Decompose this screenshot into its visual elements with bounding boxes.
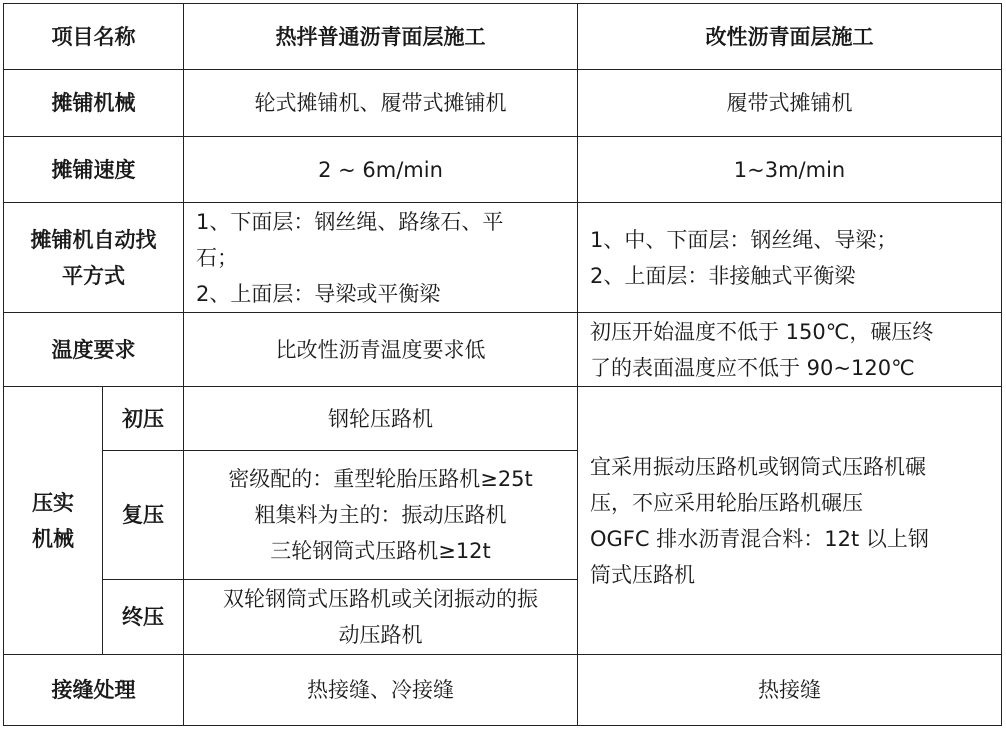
row-label-leveling — [4, 203, 184, 313]
cell-joint-mod: 热接缝 — [578, 655, 1002, 726]
row-label-compaction-line2: 机械 — [32, 526, 74, 551]
table-row-temperature — [4, 313, 1002, 387]
header-item-cell: 项目名称 — [4, 4, 184, 70]
row-label-leveling-line1: 摊铺机自动找 — [30, 227, 157, 252]
row-label-compaction-line1: 压实 — [32, 490, 74, 515]
cell-compaction-mod-line2: 压，不应采用轮胎压路机碾压 — [590, 490, 863, 515]
cell-temperature-mod — [578, 313, 1002, 387]
cell-initial-hot: 钢轮压路机 — [184, 387, 578, 451]
construction-comparison-table — [3, 3, 1002, 726]
sub-label-final: 终压 — [103, 580, 184, 655]
cell-temperature-mod-line2: 了的表面温度应不低于 90~120℃ — [590, 355, 915, 380]
cell-leveling-mod-line2: 2、上面层：非接触式平衡梁 — [590, 263, 856, 288]
cell-recompaction-hot-line2: 粗集料为主的：振动压路机 — [254, 503, 507, 527]
cell-compaction-mod — [578, 387, 1002, 655]
cell-recompaction-hot-line3: 三轮钢筒式压路机≥12t — [270, 539, 491, 563]
row-label-joint: 接缝处理 — [4, 655, 184, 726]
cell-joint-hot: 热接缝、冷接缝 — [184, 655, 578, 726]
table-row-joint — [4, 655, 1002, 726]
table-row-paver — [4, 70, 1002, 137]
cell-paver-hot: 轮式摊铺机、履带式摊铺机 — [184, 70, 578, 137]
cell-leveling-mod-line1: 1、中、下面层：钢丝绳、导梁； — [590, 227, 898, 252]
sub-label-recompaction: 复压 — [103, 451, 184, 580]
header-modified-cell: 改性沥青面层施工 — [578, 4, 1002, 70]
cell-final-hot-line1: 双轮钢筒式压路机或关闭振动的振 — [223, 587, 538, 611]
cell-recompaction-hot — [184, 451, 578, 580]
table-row-compaction-initial — [4, 387, 1002, 451]
cell-final-hot — [184, 580, 578, 655]
cell-leveling-hot-line2: 石； — [196, 245, 238, 270]
table-row-speed — [4, 137, 1002, 203]
cell-final-hot-line2: 动压路机 — [338, 623, 423, 647]
cell-compaction-mod-line4: 筒式压路机 — [590, 562, 695, 587]
row-label-paver: 摊铺机械 — [4, 70, 184, 137]
row-label-compaction — [4, 387, 103, 655]
row-label-leveling-line2: 平方式 — [62, 263, 125, 288]
sub-label-initial: 初压 — [103, 387, 184, 451]
cell-leveling-mod — [578, 203, 1002, 313]
header-row — [4, 4, 1002, 70]
cell-paver-mod: 履带式摊铺机 — [578, 70, 1002, 137]
cell-compaction-mod-line1: 宜采用振动压路机或钢筒式压路机碾 — [590, 454, 926, 479]
cell-speed-mod: 1~3m/min — [578, 137, 1002, 203]
cell-temperature-hot: 比改性沥青温度要求低 — [184, 313, 578, 387]
cell-leveling-hot — [184, 203, 578, 313]
cell-leveling-hot-line3: 2、上面层：导梁或平衡梁 — [196, 281, 441, 306]
cell-recompaction-hot-line1: 密级配的：重型轮胎压路机≥25t — [228, 467, 533, 491]
cell-compaction-mod-line3: OGFC 排水沥青混合料：12t 以上钢 — [590, 526, 929, 551]
cell-temperature-mod-line1: 初压开始温度不低于 150℃，碾压终 — [590, 319, 934, 344]
row-label-speed: 摊铺速度 — [4, 137, 184, 203]
cell-leveling-hot-line1: 1、下面层：钢丝绳、路缘石、平 — [196, 209, 504, 234]
row-label-temperature: 温度要求 — [4, 313, 184, 387]
table-row-leveling — [4, 203, 1002, 313]
header-hot-mix-cell: 热拌普通沥青面层施工 — [184, 4, 578, 70]
cell-speed-hot: 2 ~ 6m/min — [184, 137, 578, 203]
